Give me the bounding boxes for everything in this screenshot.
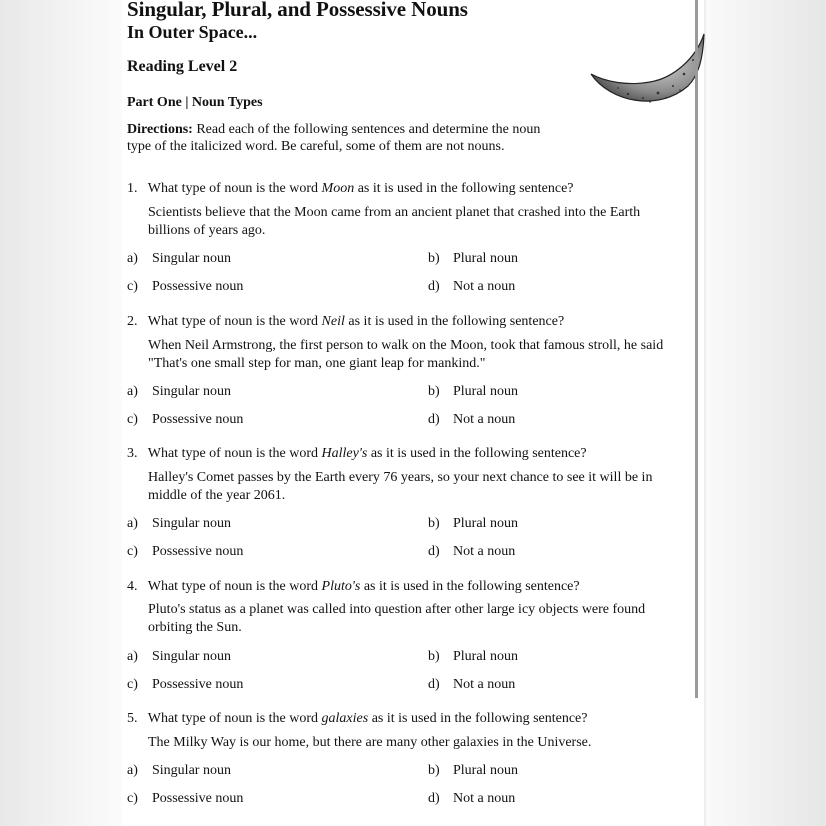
question-2-sentence: When Neil Armstrong, the first person to walk on the Moon, took that famous stroll, he said "That's one small step for man, one giant leap for mankind."	[148, 338, 664, 371]
worksheet-title: Singular, Plural, and Possessive Nouns	[127, 0, 468, 21]
question-3-word: Halley's	[321, 446, 368, 461]
crescent-moon-icon	[588, 28, 706, 112]
question-1-option-a[interactable]: a) Singular noun	[127, 251, 231, 266]
part-heading: Part One | Noun Types	[127, 95, 263, 110]
question-3-option-c[interactable]: c) Possessive noun	[127, 544, 244, 559]
page-edge-bar	[695, 0, 698, 698]
question-3-prompt: 3. What type of noun is the word Halley's as it is used in the following sentence?	[127, 446, 587, 461]
question-3-option-b[interactable]: b) Plural noun	[428, 516, 518, 531]
question-4-option-d[interactable]: d) Not a noun	[428, 677, 516, 692]
question-1-option-b[interactable]: b) Plural noun	[428, 251, 518, 266]
question-5-option-d[interactable]: d) Not a noun	[428, 791, 516, 806]
question-1-option-d[interactable]: d) Not a noun	[428, 279, 516, 294]
question-5-prompt: 5. What type of noun is the word galaxies as it is used in the following sentence?	[127, 711, 588, 726]
reading-level: Reading Level 2	[127, 58, 238, 75]
question-5-sentence: The Milky Way is our home, but there are many other galaxies in the Universe.	[148, 735, 592, 750]
directions-line-1: Read each of the following sentences and determine the noun	[196, 122, 541, 137]
question-1-sentence: Scientists believe that the Moon came from an ancient planet that crashed into the Earth billions of years ago.	[148, 205, 641, 238]
question-4-option-a[interactable]: a) Singular noun	[127, 649, 231, 664]
question-4-prompt: 4. What type of noun is the word Pluto's as it is used in the following sentence?	[127, 579, 580, 594]
question-5-option-a[interactable]: a) Singular noun	[127, 763, 231, 778]
question-2-option-a[interactable]: a) Singular noun	[127, 384, 231, 399]
question-3-sentence: Halley's Comet passes by the Earth every 76 years, so your next chance to see it will be in middle of the year 2061.	[148, 470, 653, 503]
question-2-prompt: 2. What type of noun is the word Neil as it is used in the following sentence?	[127, 314, 565, 329]
question-4-option-c[interactable]: c) Possessive noun	[127, 677, 244, 692]
question-3-option-a[interactable]: a) Singular noun	[127, 516, 231, 531]
question-1-prompt: 1. What type of noun is the word Moon as it is used in the following sentence?	[127, 181, 574, 196]
question-2-option-d[interactable]: d) Not a noun	[428, 412, 516, 427]
question-4-option-b[interactable]: b) Plural noun	[428, 649, 518, 664]
background-right	[706, 0, 826, 826]
worksheet-page	[122, 0, 704, 826]
worksheet-subtitle: In Outer Space...	[127, 22, 258, 42]
question-3-option-d[interactable]: d) Not a noun	[428, 544, 516, 559]
question-1-option-c[interactable]: c) Possessive noun	[127, 279, 244, 294]
question-5-option-c[interactable]: c) Possessive noun	[127, 791, 244, 806]
background-left	[0, 0, 122, 826]
question-4-sentence: Pluto's status as a planet was called into question after other large icy objects were found orbiting the Sun.	[148, 602, 646, 635]
directions-label: Directions:	[127, 122, 193, 137]
question-1-word: Moon	[321, 181, 355, 196]
question-2-option-c[interactable]: c) Possessive noun	[127, 412, 244, 427]
question-2-option-b[interactable]: b) Plural noun	[428, 384, 518, 399]
question-5-option-b[interactable]: b) Plural noun	[428, 763, 518, 778]
directions-line-2: type of the italicized word. Be careful, some of them are not nouns.	[127, 139, 505, 154]
question-5-word: galaxies	[321, 711, 369, 726]
directions	[127, 121, 540, 155]
question-2-word: Neil	[321, 314, 345, 329]
question-4-word: Pluto's	[321, 579, 361, 594]
